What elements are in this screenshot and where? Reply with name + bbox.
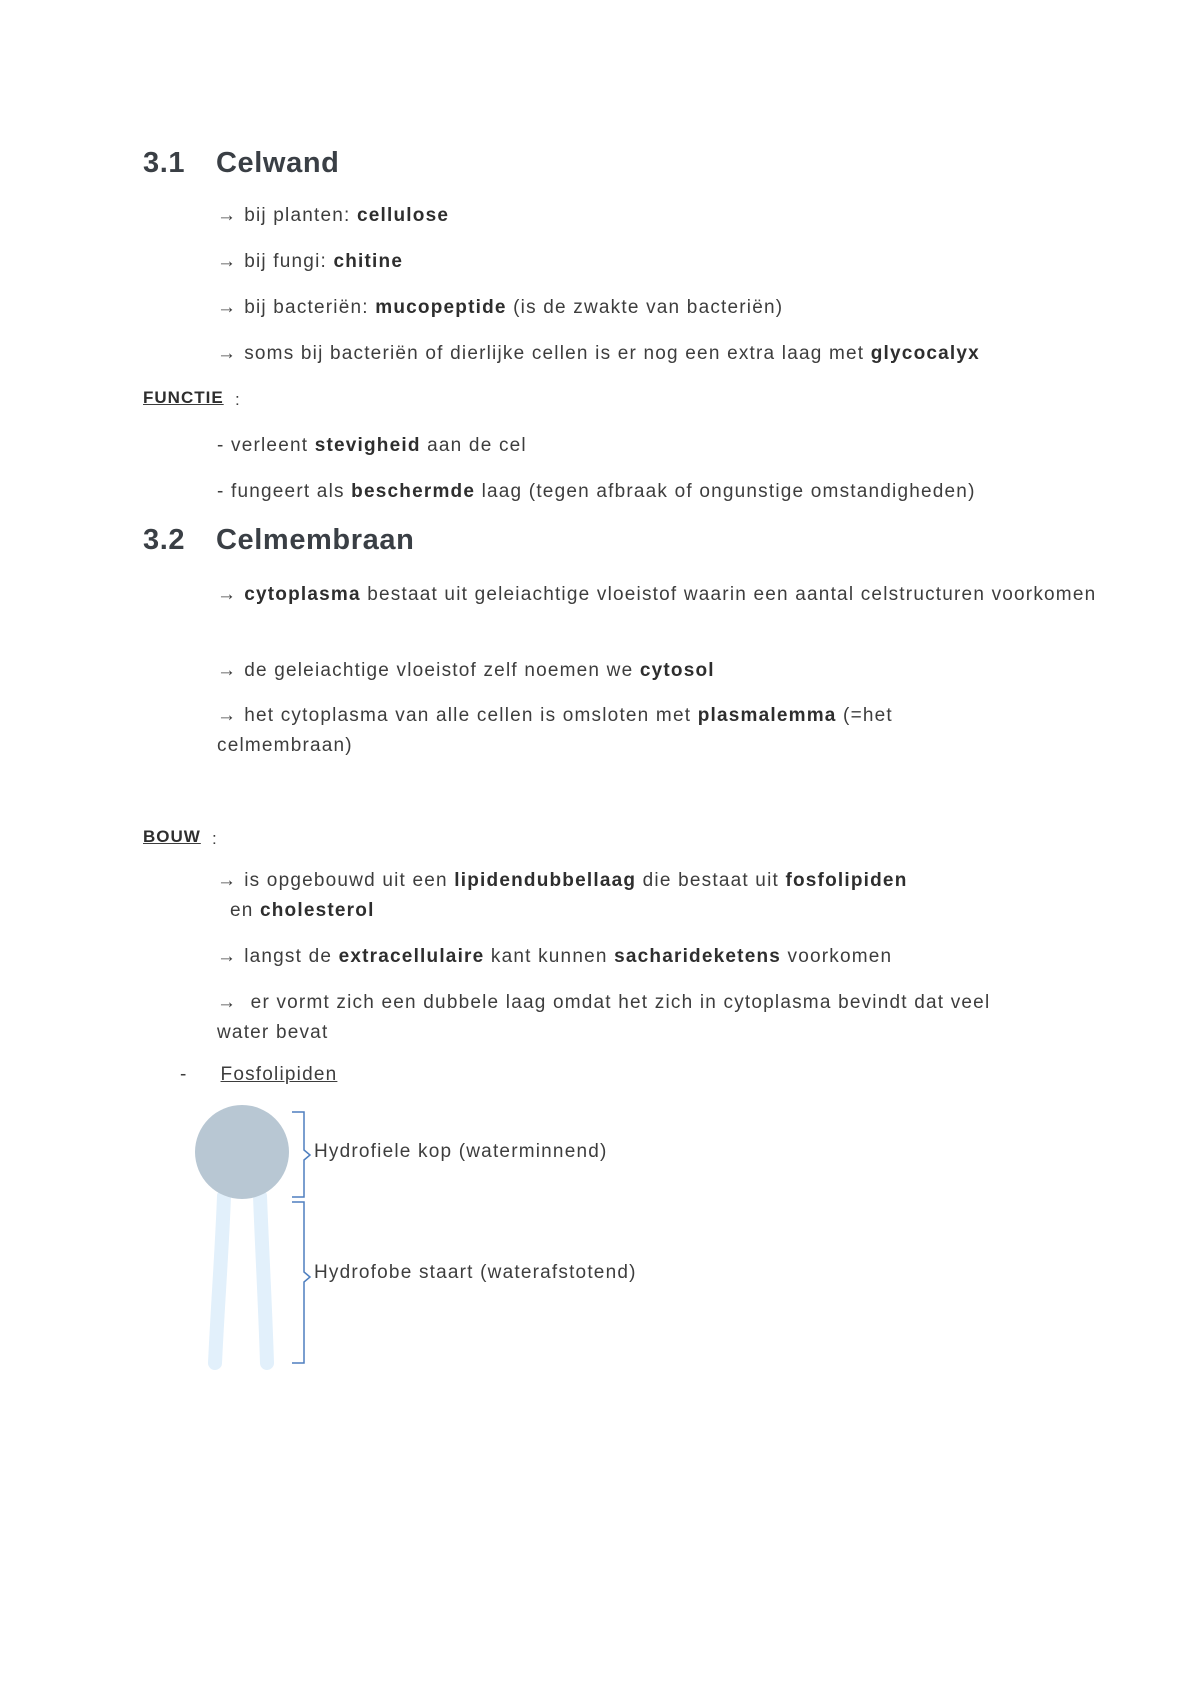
hydrofobe-staart-label: Hydrofobe staart (waterafstotend) xyxy=(314,1262,637,1283)
arrow-icon: → xyxy=(217,205,238,226)
celwand-line-planten xyxy=(217,201,449,231)
bold-term: beschermde xyxy=(351,481,476,502)
celmembraan-line-cytosol xyxy=(217,656,715,686)
bold-term: cytosol xyxy=(639,660,715,681)
line-text: er vormt zich een dubbele laag omdat het zich in cytoplasma bevindt dat veel water bevat xyxy=(217,992,991,1043)
line-text: bij bacteriën: xyxy=(244,297,376,318)
section-heading-celwand xyxy=(143,147,339,180)
line-text: is opgebouwd uit een xyxy=(244,870,455,891)
section-number: 3.1 xyxy=(143,147,186,179)
bouw-label-text: BOUW xyxy=(143,827,201,846)
list-dash: - xyxy=(180,1064,188,1085)
bold-term: lipidendubbellaag xyxy=(454,870,637,891)
celmembraan-line-plasmalemma xyxy=(217,701,977,761)
hydrofiele-kop-label: Hydrofiele kop (waterminnend) xyxy=(314,1141,608,1162)
line-text: bij fungi: xyxy=(244,251,334,272)
arrow-icon: → xyxy=(217,251,238,272)
bold-term: cytoplasma xyxy=(244,584,361,605)
functie-label xyxy=(143,388,224,408)
bouw-line-dubbele-laag xyxy=(217,988,1037,1048)
bold-term: fosfolipiden xyxy=(785,870,908,891)
line-text: aan de cel xyxy=(420,435,527,456)
celwand-line-fungi xyxy=(217,247,403,277)
fosfolipiden-label: Fosfolipiden xyxy=(220,1064,338,1085)
bold-term: plasmalemma xyxy=(697,705,837,726)
celwand-line-bacterien xyxy=(217,293,783,323)
line-text: die bestaat uit xyxy=(636,870,786,891)
bouw-line-sacharideketens xyxy=(217,942,892,972)
line-text: bestaat uit geleiachtige vloeistof waarin een aantal celstructuren voorkomen xyxy=(360,584,1097,605)
line-text: (=het celmembraan) xyxy=(217,705,893,756)
line-text: kant kunnen xyxy=(484,946,615,967)
functie-colon: : xyxy=(235,390,241,409)
bold-term: extracellulaire xyxy=(338,946,485,967)
celwand-line-glycocalyx xyxy=(217,339,980,369)
bold-term: sacharideketens xyxy=(614,946,782,967)
arrow-icon: → xyxy=(217,870,238,891)
phospholipid-diagram xyxy=(180,1100,740,1380)
bold-term: chitine xyxy=(333,251,404,272)
bold-term: cellulose xyxy=(356,205,450,226)
bouw-line-lipidendubbellaag xyxy=(217,866,1017,926)
line-text: soms bij bacteriën of dierlijke cellen is er nog een extra laag met xyxy=(244,343,871,364)
section-number: 3.2 xyxy=(143,524,186,556)
line-text: (is de zwakte van bacteriën) xyxy=(506,297,784,318)
bouw-label xyxy=(143,827,201,847)
phospholipid-tail-right xyxy=(260,1196,267,1363)
arrow-icon: → xyxy=(217,343,238,364)
line-text: langst de xyxy=(244,946,339,967)
line-text: en xyxy=(217,900,260,921)
arrow-icon: → xyxy=(217,297,238,318)
section-heading-celmembraan xyxy=(143,524,414,557)
phospholipid-head xyxy=(195,1105,289,1199)
line-text: bij planten: xyxy=(244,205,357,226)
head-bracket xyxy=(292,1112,310,1197)
fosfolipiden-list-item xyxy=(180,1064,337,1086)
celmembraan-line-cytoplasma xyxy=(217,580,1097,610)
bold-term: glycocalyx xyxy=(870,343,980,364)
arrow-icon: → xyxy=(217,660,238,681)
section-title: Celmembraan xyxy=(216,524,415,556)
line-text: de geleiachtige vloeistof zelf noemen we xyxy=(244,660,640,681)
arrow-icon: → xyxy=(217,946,238,967)
arrow-icon: → xyxy=(217,705,238,726)
line-text: voorkomen xyxy=(781,946,893,967)
functie-line-stevigheid xyxy=(217,431,527,461)
line-text: laag (tegen afbraak of ongunstige omstandigheden) xyxy=(475,481,976,502)
bold-term: mucopeptide xyxy=(375,297,507,318)
arrow-icon: → xyxy=(217,992,238,1013)
arrow-icon: → xyxy=(217,584,238,605)
bouw-colon: : xyxy=(212,829,218,848)
bold-term: cholesterol xyxy=(259,900,375,921)
functie-line-beschermde xyxy=(217,477,976,507)
tail-bracket xyxy=(292,1202,310,1363)
bold-term: stevigheid xyxy=(314,435,421,456)
section-title: Celwand xyxy=(216,147,340,179)
line-text: - verleent xyxy=(217,435,315,456)
functie-label-text: FUNCTIE xyxy=(143,388,224,407)
phospholipid-tail-left xyxy=(215,1196,224,1363)
line-text: - fungeert als xyxy=(217,481,352,502)
line-text: het cytoplasma van alle cellen is omsloten met xyxy=(244,705,698,726)
